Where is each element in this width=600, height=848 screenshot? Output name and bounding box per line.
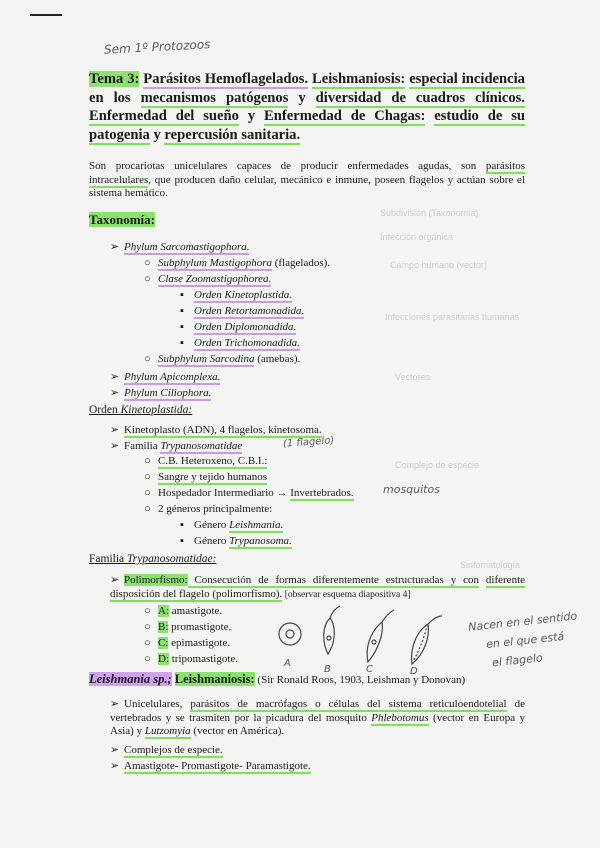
title-segment: y	[153, 126, 161, 143]
item-text: Género	[194, 519, 230, 531]
square-bullet-icon: ▪	[180, 305, 184, 317]
handwritten-header: Sem 1º Protozoos	[103, 37, 211, 57]
bleed-text: Infecciones parasitarias humanas	[385, 312, 520, 322]
note-line: Nacen en el sentido	[467, 609, 578, 634]
list-item	[110, 386, 211, 399]
orden-heading	[89, 404, 192, 416]
list-item	[110, 439, 242, 452]
square-bullet-icon: ▪	[180, 535, 184, 547]
form-key: A:	[158, 605, 169, 617]
square-bullet-icon: ▪	[180, 519, 184, 531]
arrow-bullet-icon: ➢	[110, 424, 120, 436]
list-item	[110, 240, 249, 253]
list-item	[110, 759, 311, 772]
item-text: Sangre y tejido humanos	[158, 471, 268, 483]
arrow-bullet-icon: ➢	[110, 371, 120, 383]
subphylum-note: (amebas).	[254, 353, 301, 365]
circle-bullet-icon: ○	[144, 487, 151, 499]
sketch-label: C	[366, 664, 373, 675]
leishmaniosis-label: Leishmaniosis:	[174, 672, 255, 686]
title-segment: Enfermedad del sueño	[89, 108, 239, 124]
polimorfismo-label: Polimorfismo:	[124, 574, 188, 586]
familia-heading-text: Familia	[89, 553, 128, 565]
circle-bullet-icon: ○	[144, 503, 151, 515]
form-item	[144, 605, 222, 617]
form-key: B:	[158, 621, 169, 633]
subphylum-label: Subphylum Sarcodina	[158, 353, 255, 365]
leish-highlight: parásitos de macrófagos o células del sistema reticuloendotelial	[190, 698, 507, 710]
list-item	[180, 337, 300, 349]
list-item	[110, 743, 223, 756]
bleed-text: Campo humano (vector)	[390, 260, 488, 270]
form-value: promastigote.	[168, 621, 232, 633]
form-item	[144, 621, 231, 633]
title-segment: diversidad de cuadros clínicos.	[315, 89, 525, 106]
intro-highlight: parásitos intracelulares	[89, 160, 525, 186]
list-item	[144, 487, 354, 499]
genus-label: Trypanosoma.	[229, 535, 292, 547]
item-text: Complejos de especie.	[124, 744, 223, 756]
list-item	[144, 455, 267, 467]
intro-text: , que producen daño celular, mecánico e inmune, poseen flagelos y actúan sobre el sistema hemático.	[89, 173, 525, 199]
list-item	[110, 423, 322, 436]
vector-name: Phlebotomus	[371, 711, 429, 724]
epimastigote-sketch-icon	[367, 622, 382, 662]
phylum-label: Phylum Apicomplexa.	[124, 371, 221, 383]
clase-label: Clase Zoomastigophorea.	[158, 273, 272, 285]
list-item	[110, 370, 220, 383]
circle-bullet-icon: ○	[144, 653, 151, 665]
title-segment: mecanismos patógenos	[140, 89, 289, 106]
item-text: Género	[194, 535, 230, 547]
title-segment: repercusión sanitaria.	[164, 126, 301, 143]
polimorfismo-ref: [observar esquema diapositiva 4]	[282, 589, 411, 600]
subphylum-note: (flagelados).	[271, 257, 331, 269]
order-label: Orden Retortamonadida.	[194, 305, 305, 317]
title-segment: estudio de su	[434, 108, 525, 124]
square-bullet-icon: ▪	[180, 321, 184, 333]
title-segment: patogenia	[89, 126, 150, 143]
amastigote-nucleus-icon	[286, 630, 294, 638]
list-item	[180, 519, 283, 531]
circle-bullet-icon: ○	[144, 455, 151, 467]
form-value: amastigote.	[169, 605, 223, 617]
bleed-text: Vectores	[395, 372, 431, 382]
title-segment: y	[298, 89, 306, 106]
order-label: Orden Kinetoplastida.	[194, 289, 292, 301]
square-bullet-icon: ▪	[180, 289, 184, 301]
familia-heading-italic: Trypanosomatidae:	[127, 553, 217, 565]
arrow-bullet-icon: ➢	[110, 698, 120, 710]
list-item	[144, 273, 271, 285]
genus-label: Leishmania.	[229, 519, 284, 531]
form-value: tripomastigote.	[169, 653, 239, 665]
form-key: C:	[158, 637, 169, 649]
form-item	[144, 637, 230, 649]
arrow-bullet-icon: ➢	[110, 760, 120, 772]
arrow-bullet-icon: ➢	[110, 744, 120, 756]
form-item	[144, 653, 238, 665]
polimorfismo-text: Consecución de formas diferentemente estructuradas y con	[187, 574, 480, 586]
page-title	[89, 70, 525, 144]
leish-text: (vector en América).	[190, 725, 285, 737]
circle-bullet-icon: ○	[144, 637, 151, 649]
circle-bullet-icon: ○	[144, 257, 151, 269]
list-item	[144, 471, 267, 483]
sketch-label: B	[324, 664, 331, 675]
sketch-label: A	[284, 658, 291, 669]
handwritten-mosquito-note: mosquitos	[383, 483, 440, 496]
title-segment: y	[247, 108, 256, 124]
leishmania-heading	[89, 672, 465, 687]
list-item	[180, 305, 304, 317]
vector-name: Lutzomyia	[144, 725, 191, 737]
arrow-bullet-icon: ➢	[110, 574, 120, 586]
list-item	[144, 503, 272, 515]
phylum-label: Phylum Sarcomastigophora.	[124, 241, 250, 253]
handwritten-side-note	[467, 606, 582, 674]
order-label: Orden Trichomonadida.	[194, 337, 300, 349]
note-line: el flagelo	[491, 651, 544, 670]
item-italic: Trypanosomatidae	[160, 440, 243, 452]
item-text: Hospedador Intermediario →	[158, 487, 291, 499]
leishmania-label: Leishmania sp.;	[89, 672, 172, 686]
subphylum-label: Subphylum Mastigophora	[158, 257, 272, 269]
leish-bullet-1	[110, 698, 525, 739]
list-item	[144, 353, 300, 365]
title-tag: Tema 3:	[89, 71, 140, 87]
circle-bullet-icon: ○	[144, 605, 151, 617]
list-item	[180, 535, 292, 547]
form-value: epimastigote.	[168, 637, 231, 649]
leish-text: Unicelulares,	[124, 698, 191, 710]
familia-heading	[89, 553, 216, 565]
intro-text: Son procariotas unicelulares capaces de producir enfermedades agudas, son	[89, 160, 477, 172]
title-segment: Leishmaniosis:	[312, 71, 406, 87]
circle-bullet-icon: ○	[144, 273, 151, 285]
orden-heading-text: Orden	[89, 404, 121, 416]
arrow-bullet-icon: ➢	[110, 387, 120, 399]
title-segment: Parásitos Hemoflagelados.	[143, 71, 309, 87]
bleed-text: Subdivisión (Taxonomía)	[380, 208, 479, 218]
taxonomy-heading-text: Taxonomía:	[89, 212, 155, 227]
polimorfismo-paragraph	[110, 574, 525, 602]
list-item	[144, 257, 330, 269]
title-segment: especial incidencia	[409, 71, 525, 87]
top-rule	[30, 14, 62, 16]
bleed-text: Sintomatología	[460, 560, 521, 570]
circle-bullet-icon: ○	[144, 621, 151, 633]
order-label: Orden Diplomonadida.	[194, 321, 297, 333]
item-highlight: Invertebrados.	[290, 487, 354, 499]
square-bullet-icon: ▪	[180, 337, 184, 349]
title-segment: en los	[89, 89, 131, 106]
note-line: en el que está	[485, 629, 565, 652]
item-text: Kinetoplasto (ADN), 4 flagelos, kinetosoma.	[124, 424, 322, 436]
item-text: 2 géneros principalmente:	[158, 503, 273, 515]
intro-paragraph	[89, 160, 525, 201]
leish-text: de vertebrados y se trasmiten por la picadura del mosquito	[110, 698, 525, 724]
form-key: D:	[158, 653, 169, 665]
arrow-bullet-icon: ➢	[110, 440, 120, 452]
item-text: C.B. Heteroxeno, C.B.I.:	[158, 455, 268, 467]
leish-text: (vector en Europa y Asia) y	[110, 711, 525, 737]
title-segment: Enfermedad de Chagas:	[264, 108, 426, 124]
amastigote-sketch-icon	[279, 623, 301, 645]
bleed-text: Infección orgánica	[380, 232, 454, 242]
bleed-text: Complejo de especie	[395, 460, 480, 470]
polimorfismo-text: diferente disposición del flagelo (polimorfismo).	[110, 574, 526, 600]
parasite-forms-sketch	[270, 604, 465, 676]
list-item	[180, 289, 292, 301]
item-text: Amastigote- Promastigote- Paramastigote.	[124, 760, 311, 772]
circle-bullet-icon: ○	[144, 471, 151, 483]
sketch-label: D	[410, 666, 418, 676]
arrow-bullet-icon: ➢	[110, 241, 120, 253]
phylum-label: Phylum Ciliophora.	[124, 387, 212, 399]
handwritten-flag-note: (1 flagelo)	[282, 435, 335, 450]
item-text: Familia	[124, 440, 161, 452]
orden-heading-italic: Kinetoplastida:	[120, 404, 193, 416]
list-item	[180, 321, 296, 333]
circle-bullet-icon: ○	[144, 353, 151, 365]
leishmania-credit: (Sir Ronald Roos, 1903, Leishman y Donovan)	[254, 674, 466, 686]
taxonomy-heading	[89, 212, 155, 228]
